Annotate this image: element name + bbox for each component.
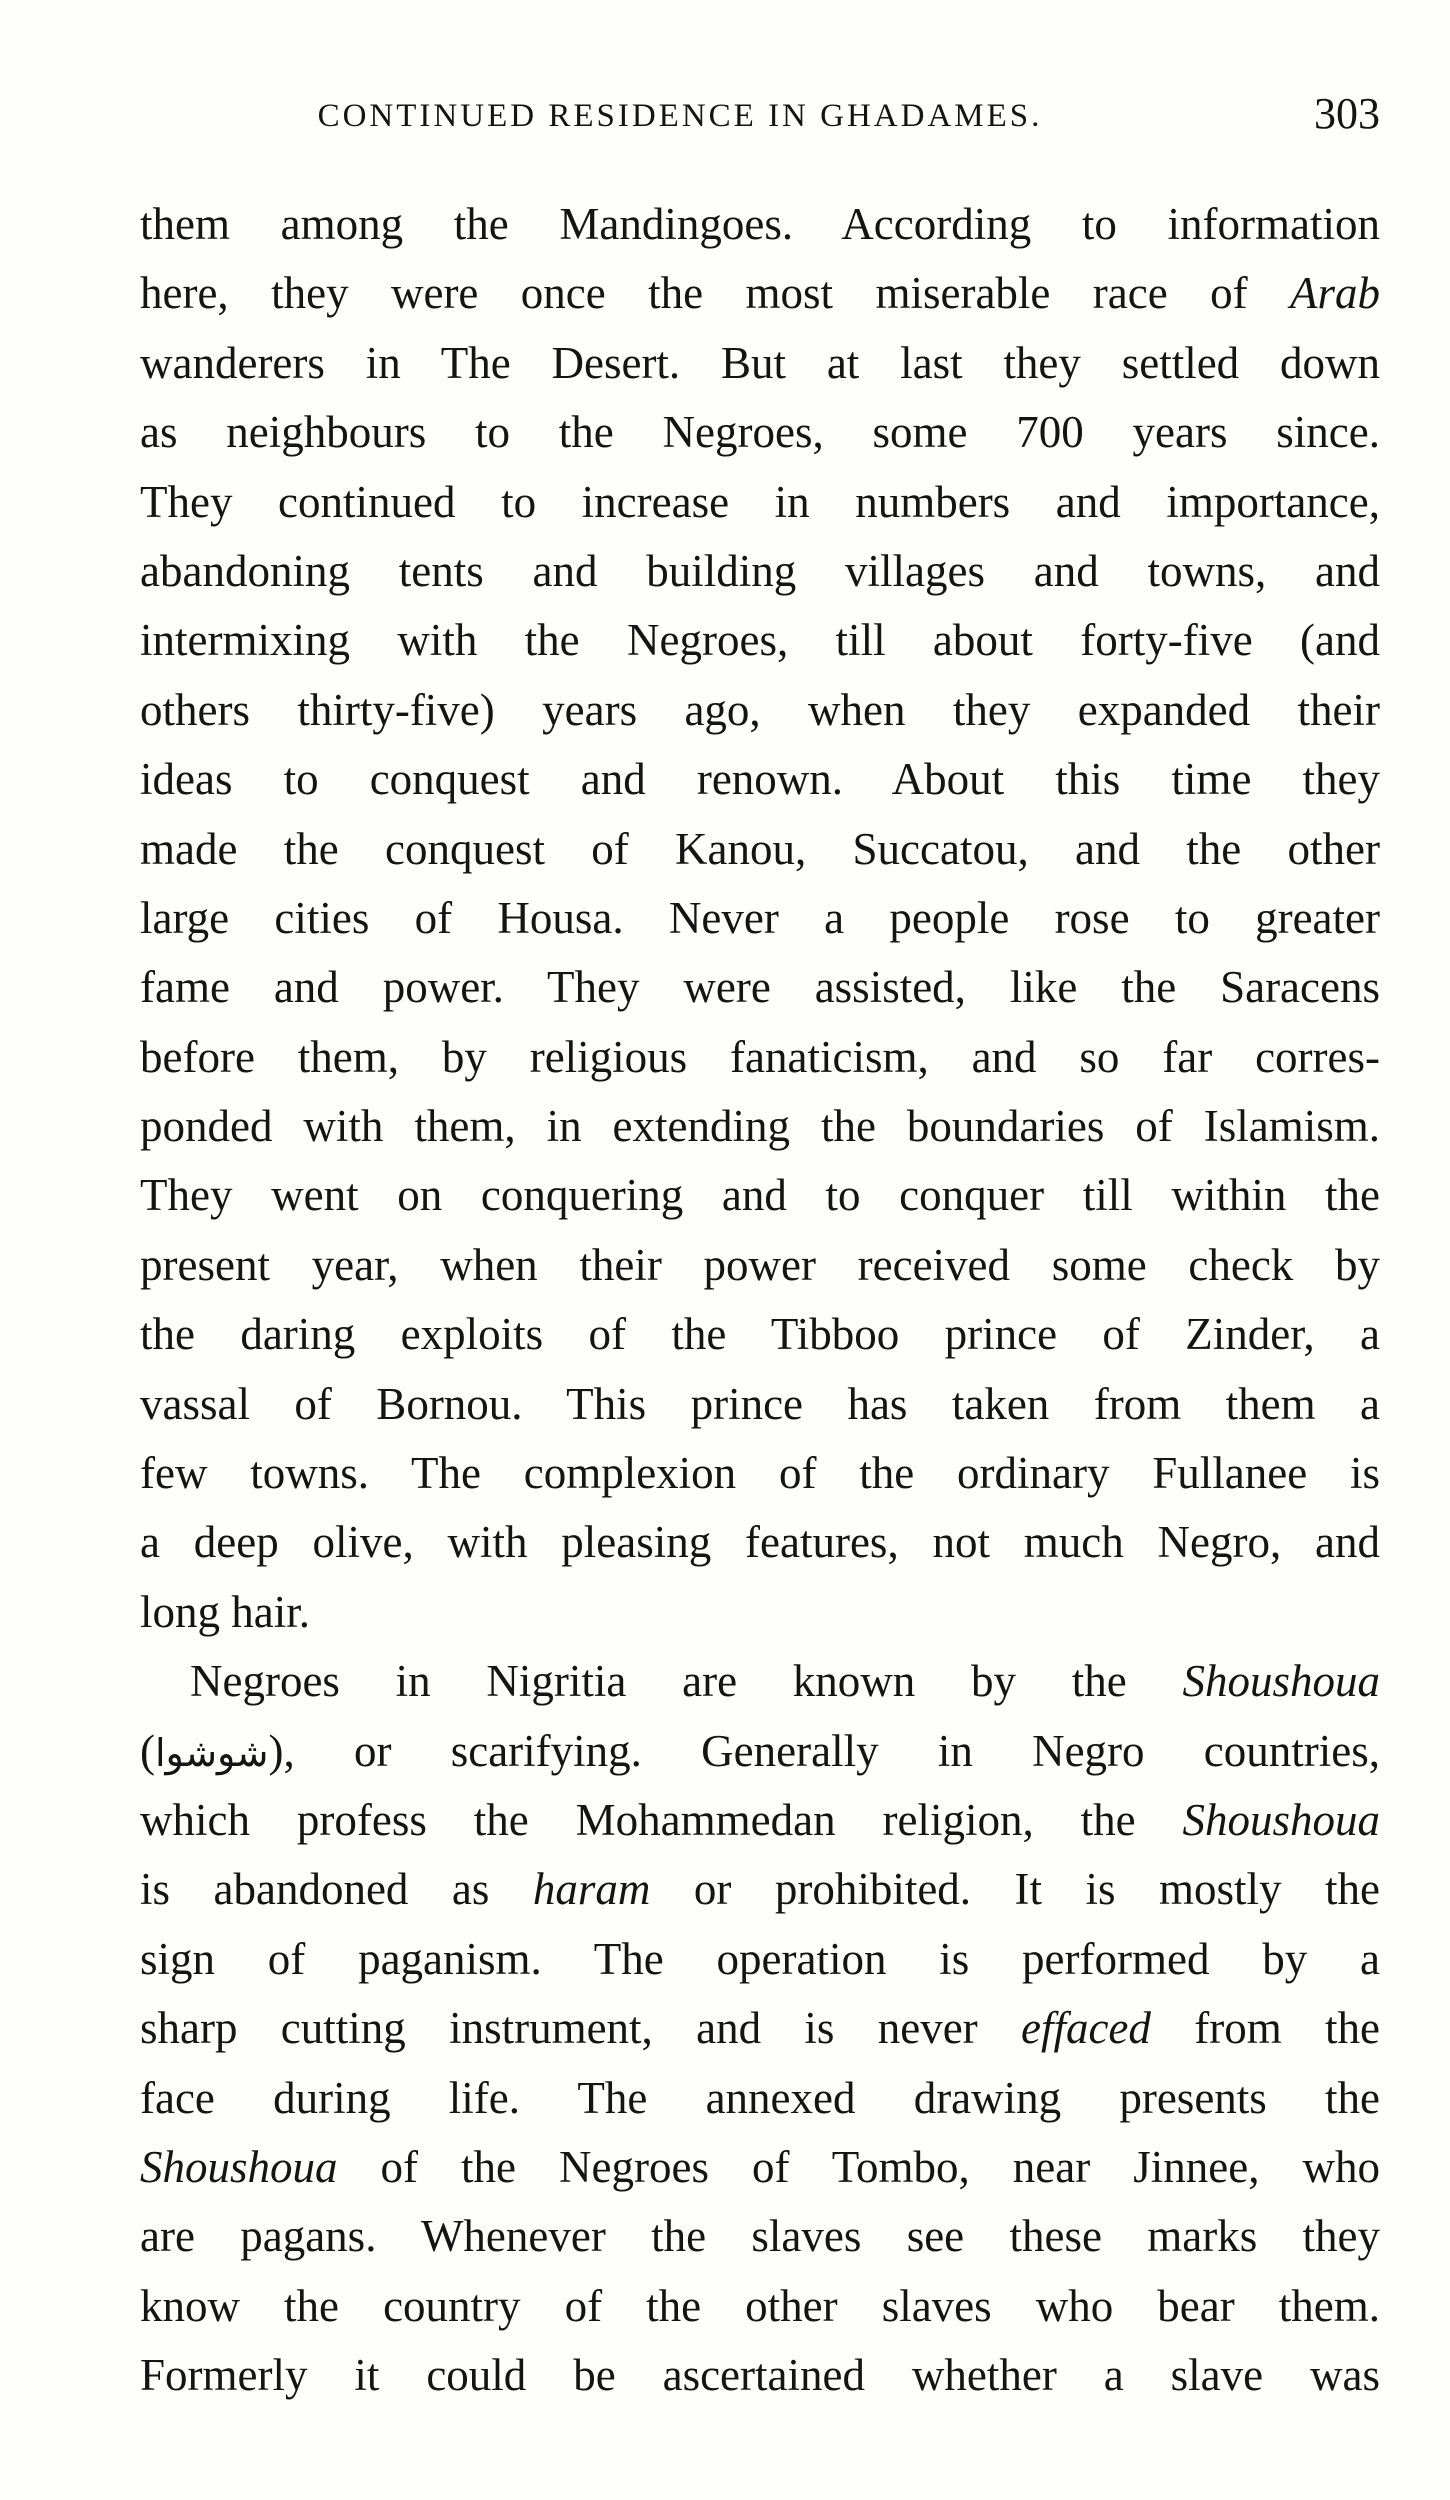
text-line <box>140 1717 1380 1786</box>
text-line: ideas to conquest and renown. About this time they <box>140 754 1380 805</box>
text-line: They continued to increase in numbers and importance, <box>140 476 1380 527</box>
text-span: here, they were once the most miserable race of <box>140 268 1290 319</box>
text-line: They went on conquering and to conquer till within the <box>140 1170 1380 1221</box>
italic-term: effaced <box>1020 2003 1151 2054</box>
arabic-word: شوشوا <box>155 1730 269 1775</box>
text-line <box>140 1647 1380 1716</box>
text-span: ( <box>140 1725 155 1776</box>
text-line: vassal of Bornou. This prince has taken from them a <box>140 1378 1380 1429</box>
text-line: large cities of Housa. Never a people rose to greater <box>140 892 1380 943</box>
text-line: know the country of the other slaves who bear them. <box>140 2280 1380 2331</box>
italic-term: Arab <box>1290 268 1380 319</box>
text-span: of the Negroes of Tombo, near Jinnee, who <box>337 2141 1380 2192</box>
italic-term: Shoushoua <box>140 2141 338 2192</box>
text-line: sign of paganism. The operation is performed by a <box>140 1933 1380 1984</box>
text-line: Formerly it could be ascertained whether a slave was <box>140 2350 1380 2401</box>
text-line: as neighbours to the Negroes, some 700 years since. <box>140 407 1380 458</box>
text-line: face during life. The annexed drawing presents the <box>140 2072 1380 2123</box>
text-line: intermixing with the Negroes, till about forty-five (and <box>140 615 1380 666</box>
text-line: long hair. <box>140 1586 310 1637</box>
text-line: are pagans. Whenever the slaves see these marks they <box>140 2211 1380 2262</box>
body-text <box>140 190 1380 2411</box>
text-line: fame and power. They were assisted, like the Saracens <box>140 962 1380 1013</box>
text-line: abandoning tents and building villages and towns, and <box>140 545 1380 596</box>
text-line <box>140 259 1380 328</box>
running-title: CONTINUED RESIDENCE IN GHADAMES. <box>317 98 1043 134</box>
text-line: the daring exploits of the Tibboo prince of Zinder, a <box>140 1309 1380 1360</box>
text-line: before them, by religious fanaticism, and so far corres- <box>140 1031 1380 1082</box>
page-number: 303 <box>1314 89 1380 138</box>
italic-term: Shoushoua <box>1182 1794 1380 1845</box>
italic-term: Shoushoua <box>1182 1656 1380 1707</box>
text-line <box>140 1994 1380 2063</box>
text-span: from the <box>1150 2003 1380 2054</box>
text-line: present year, when their power received some check by <box>140 1239 1380 1290</box>
text-span: sharp cutting instrument, and is never <box>140 2003 1021 2054</box>
text-line: made the conquest of Kanou, Succatou, and the other <box>140 823 1380 874</box>
text-span: Negroes in Nigritia are known by the <box>190 1656 1183 1707</box>
text-line <box>140 1786 1380 1855</box>
text-line: them among the Mandingoes. According to information <box>140 199 1380 249</box>
italic-term: haram <box>532 1864 651 1915</box>
text-span: which profess the Mohammedan religion, the <box>140 1794 1183 1845</box>
text-span: ), or scarifying. Generally in Negro countries, <box>268 1725 1380 1776</box>
text-span: or prohibited. It is mostly the <box>650 1864 1380 1915</box>
text-line: wanderers in The Desert. But at last they settled down <box>140 337 1380 388</box>
text-line <box>140 1855 1380 1924</box>
text-line: ponded with them, in extending the boundaries of Islamism. <box>140 1101 1380 1152</box>
text-line: a deep olive, with pleasing features, not much Negro, and <box>140 1517 1380 1568</box>
text-line: others thirty-five) years ago, when they expanded their <box>140 684 1380 735</box>
text-span: is abandoned as <box>140 1864 533 1915</box>
text-line: few towns. The complexion of the ordinary Fullanee is <box>140 1448 1380 1499</box>
text-line <box>140 2133 1380 2202</box>
running-head <box>140 88 1380 148</box>
